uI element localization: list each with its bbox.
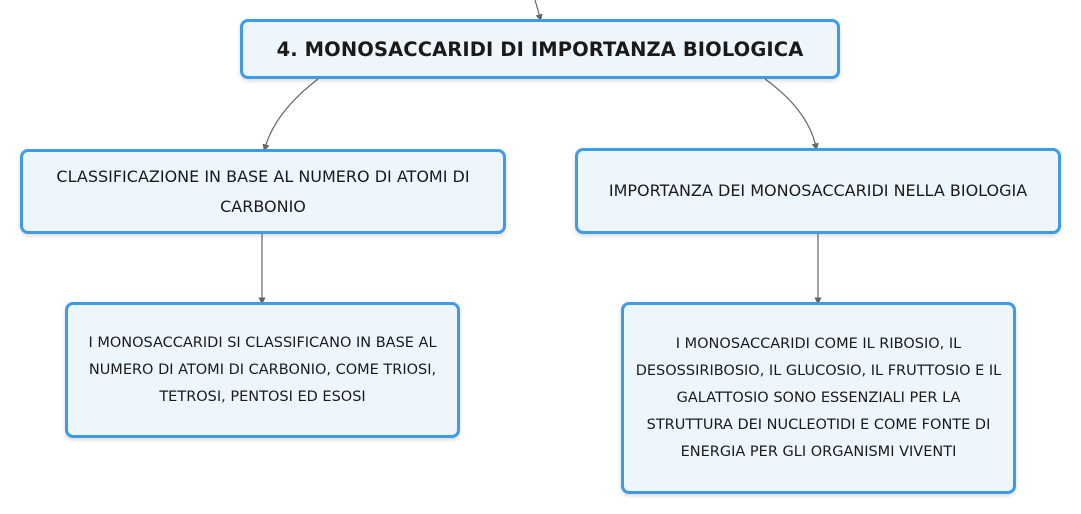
detail-node-importanza[interactable] xyxy=(621,302,1016,494)
detail-node-text: I MONOSACCARIDI COME IL RIBOSIO, IL DESOSSIRIBOSIO, IL GLUCOSIO, IL FRUTTOSIO E IL GALATTOSIO SONO ESSENZIALI PER LA STRUTTURA DEI NUCLEOTIDI E COME FONTE DI ENERGIA PER GLI ORGANISMI VIVENTI xyxy=(635,335,1002,460)
connector-root-right xyxy=(765,79,816,147)
branch-node-title: CLASSIFICAZIONE IN BASE AL NUMERO DI ATOMI DI CARBONIO xyxy=(56,166,470,216)
branch-node-importanza[interactable] xyxy=(575,148,1061,234)
root-node-title: 4. MONOSACCARIDI DI IMPORTANZA BIOLOGICA xyxy=(276,37,804,61)
detail-node-classificazione[interactable] xyxy=(65,302,460,438)
branch-node-title: IMPORTANZA DEI MONOSACCARIDI NELLA BIOLOGIA xyxy=(608,181,1028,200)
connector-root-left xyxy=(265,79,318,148)
connector-parent-root xyxy=(535,0,540,18)
branch-node-classificazione[interactable] xyxy=(20,149,506,234)
detail-node-text: I MONOSACCARIDI SI CLASSIFICANO IN BASE AL NUMERO DI ATOMI DI CARBONIO, COME TRIOSI, TETROSI, PENTOSI ED ESOSI xyxy=(88,334,437,405)
root-node[interactable] xyxy=(240,19,840,79)
